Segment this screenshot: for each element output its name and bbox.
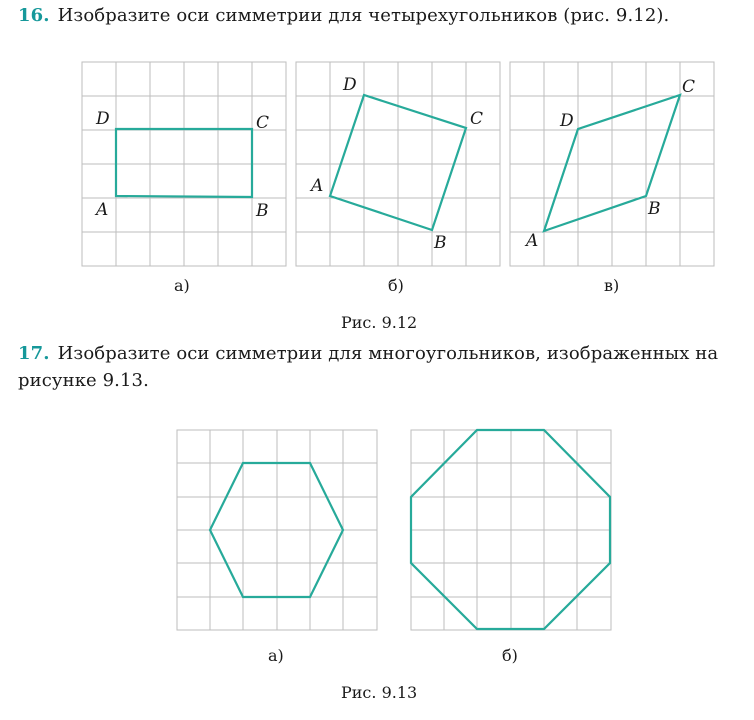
vertex-label-a: A [526, 231, 539, 251]
problem-17 [18, 340, 748, 394]
vertex-label-d: D [560, 111, 574, 131]
grid-9-12-b [296, 62, 500, 266]
problem-text: Изобразите оси симметрии для четырехугольников (рис. 9.12). [57, 5, 670, 26]
vertex-label-d: D [96, 109, 110, 129]
vertex-label-c: C [256, 113, 270, 133]
panel-label-c: в) [604, 276, 620, 295]
problem-number: 16. [18, 5, 50, 26]
vertex-label-a: A [96, 200, 109, 220]
vertex-label-b: B [434, 233, 447, 253]
problem-text: Изобразите оси симметрии для многоугольников, изображенных на рисунке 9.13. [18, 343, 719, 391]
panel-label-b: б) [502, 646, 518, 665]
vertex-label-c: C [682, 77, 696, 97]
vertex-label-c: C [470, 109, 484, 129]
panel-label-a: а) [268, 646, 284, 665]
panel-label-a: а) [174, 276, 190, 295]
vertex-label-a: A [311, 176, 324, 196]
grid-9-13-a [177, 430, 377, 630]
vertex-label-b: B [256, 201, 269, 221]
figure-caption-9-13: Рис. 9.13 [341, 683, 418, 702]
grid-9-13-b [411, 430, 611, 630]
figure-caption-9-12: Рис. 9.12 [341, 313, 418, 332]
vertex-label-d: D [343, 75, 357, 95]
vertex-label-b: B [648, 199, 661, 219]
panel-label-b: б) [388, 276, 404, 295]
grid-9-12-a [82, 62, 286, 266]
problem-number: 17. [18, 343, 50, 364]
